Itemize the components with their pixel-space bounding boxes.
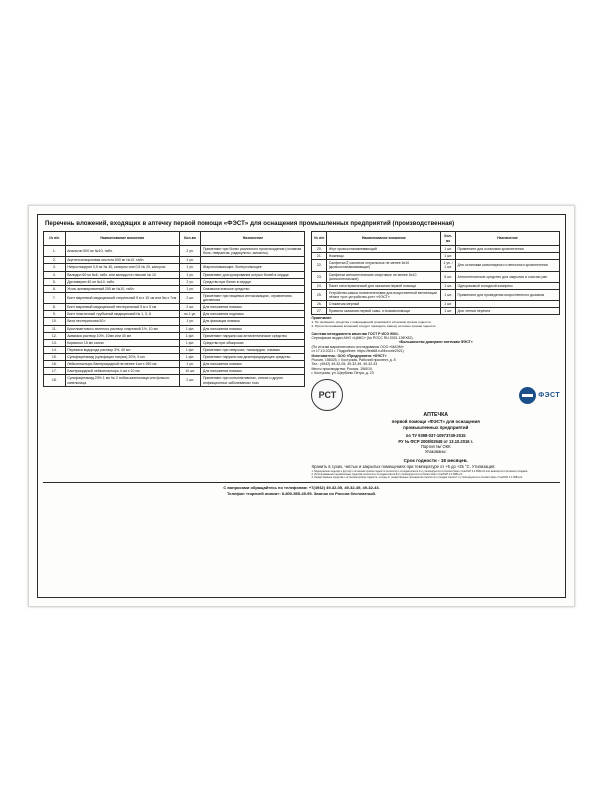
table-row: [44, 346, 305, 353]
row-name: Стаканчик мерный: [327, 301, 441, 308]
row-purpose: [201, 257, 305, 264]
row-qty: 2 шт.: [179, 375, 201, 386]
row-purpose: Применяют наружно как антисептическое средство: [201, 332, 305, 339]
row-purpose: Применяют наружно как дезинфицирующее средство: [201, 354, 305, 361]
product-line-1: АПТЕЧКА: [423, 412, 449, 419]
row-name: Вата нестерильная 50 г: [65, 318, 179, 325]
table-row: [44, 285, 305, 292]
row-name: Нитроглицерин 0,5 мг № 40, капсулы или 0,5 № 20, капсулы: [65, 264, 179, 271]
footnote-item: 2. Использованные перевязочные средства относятся к отходам класса Б и утилизируются в соответствии с СанПиН 2.1.3684-21.: [311, 472, 463, 476]
row-num: 22.: [312, 260, 327, 271]
row-num: 24.: [312, 282, 327, 289]
table-row: [312, 260, 560, 271]
trust-claim-line: «Большинство доверяют аптечкам ФЭСТ»: [398, 340, 473, 345]
row-purpose: Для наложения повязок: [201, 304, 305, 311]
row-qty: 1 уп.: [179, 264, 201, 271]
row-qty: 1 уп.: [179, 361, 201, 368]
certificate-line: Сертификат выдан АНО «ЦМКС» (№ РОСС RU.0001.13ФХ82).: [311, 336, 414, 340]
rosstandart-label: РСТ: [318, 390, 337, 401]
left-contents-table: [43, 231, 305, 387]
row-purpose: Для чтения перечня: [456, 308, 560, 315]
fest-logo: [519, 387, 560, 404]
row-qty: 1 уп.: [179, 285, 201, 292]
row-num: 14.: [44, 346, 66, 353]
row-qty: 2 уп.: [179, 246, 201, 257]
header-qty: Кол-во: [441, 232, 456, 246]
row-name: Аммиака раствор 10%, 10мл или 40 мл: [65, 332, 179, 339]
research-line-1: (По итогам маркетингового исследования ООО «МАЭМ»: [311, 344, 404, 349]
table-row: [312, 282, 560, 289]
table-row: [44, 318, 305, 325]
table-row: [312, 246, 560, 253]
product-line-3: промышленных предприятий: [403, 425, 469, 431]
table-row: [44, 264, 305, 271]
row-num: 17.: [44, 368, 66, 375]
row-num: 13.: [44, 339, 66, 346]
two-column-layout: [43, 231, 560, 479]
row-name: Валидол 60 мг №6, табл. или валидол в глюкозе № 10: [65, 271, 179, 278]
row-num: 15.: [44, 354, 66, 361]
row-num: 5.: [44, 278, 66, 285]
row-qty: 1 шт.: [441, 246, 456, 253]
row-qty: 1 фл.: [179, 325, 201, 332]
contact-bar: [43, 482, 560, 495]
batch-line: Партия №/ ОКК: [420, 443, 451, 449]
row-name: Лейкопластырь бактерицидный не менее 1см х 250 см: [65, 361, 179, 368]
row-qty: 1 уп. / 1 шт.: [441, 260, 456, 271]
row-qty: 1 фл.: [179, 332, 201, 339]
row-name: Сульфацетамид (сульфацил натрия) 20%, 5 мл: [65, 354, 179, 361]
row-qty: 5 шт.: [441, 271, 456, 282]
row-name: Правила оказания первой само- и взаимопомощи: [327, 308, 441, 315]
storage-conditions: Хранить в сухих, чистых и закрытых помещениях при температуре от +5 до +25 °C. Утилизация:: [311, 463, 496, 469]
header-name: Наименование вложения: [327, 232, 441, 246]
manufacturer-address: Россия, 156025, г. Кострома, Рабочий проспект, д. 8: [311, 357, 396, 362]
row-purpose: Для фиксации повязок: [201, 318, 305, 325]
tu-line: по ТУ 9398-037-10973749-2015: [405, 433, 466, 439]
packed-line: Упакованы:: [424, 449, 447, 455]
row-num: 18.: [44, 375, 66, 386]
row-name: Ножницы: [327, 253, 441, 260]
row-purpose: Применяют при пищевых интоксикациях, отравлениях, диспепсии: [201, 292, 305, 303]
row-num: 20.: [312, 246, 327, 253]
row-name: Уголь активированный 250 мг №10, табл.: [65, 285, 179, 292]
row-name: Бриллиантового зеленого раствор спиртовой 1%, 10 мл: [65, 325, 179, 332]
research-line-2: от 17.10.2021 г. Подробнее: https://fest68.ru/Movorie2021): [311, 349, 404, 354]
row-num: 10.: [44, 318, 66, 325]
logo-row: [311, 379, 560, 411]
contact-phones: С вопросами обращайтесь по телефонам: +7(4942) 49-32-05, 49-32-49, 49-32-43.: [223, 485, 380, 491]
header-num: № п/п: [44, 232, 66, 246]
header-purpose: Назначение: [456, 232, 560, 246]
table-row: [44, 339, 305, 346]
notes-title: Примечание:: [311, 316, 333, 321]
row-qty: 2 шт.: [179, 304, 201, 311]
header-purpose: Назначение: [201, 232, 305, 246]
production-site-line-2: г. Кострома, ул. Щербины Петра, д. 23: [311, 371, 374, 375]
row-num: 9.: [44, 311, 66, 318]
row-name: Устройство-маска полиэтиленовая для искусственной вентиляции лёгких «рот-устройство-рот» «ФЭСТ»: [327, 289, 441, 300]
table-row: [44, 278, 305, 285]
row-purpose: Для наложения повязок: [201, 361, 305, 368]
registration-block: [311, 433, 560, 454]
footnote-item: 1. Медицинские изделия и футляр с истекшим сроком годности относятся к отходам класса А и утилизируются в соответствии с СанПиН 2.1.3684-21 или вывозятся в бытовом отходами.: [311, 469, 528, 473]
row-num: 25.: [312, 289, 327, 300]
table-row: [44, 292, 305, 303]
row-qty: 1 уп.: [179, 271, 201, 278]
row-name: Бинт марлевый медицинский стерильный 5 м х 10 см или 5м х 7см: [65, 292, 179, 303]
rosstandart-icon: [311, 379, 343, 411]
left-column: [43, 231, 305, 387]
row-name: Салфетки或 изолятов стерильные не менее 6х10 (кровоостанавливающие): [327, 260, 441, 271]
product-line-2: первой помощи «ФЭСТ» для оснащения: [391, 419, 480, 425]
row-name: Бинт марлевый медицинский нестерильный 5 м х 5 см: [65, 304, 179, 311]
right-column: [311, 231, 560, 479]
row-purpose: Для наложения повязок: [201, 368, 305, 375]
table-row: [44, 361, 305, 368]
row-num: 8.: [44, 304, 66, 311]
row-purpose: Одноразовый холодный компресс: [456, 282, 560, 289]
row-num: 3.: [44, 264, 66, 271]
ru-line: РУ № ФСР 2008/02948 от 13.10.2016 г.: [398, 438, 474, 444]
row-purpose: Средство при болях в сердце: [201, 278, 305, 285]
row-num: 16.: [44, 361, 66, 368]
row-qty: по 1 уп.: [179, 311, 201, 318]
header-qty: Кол-во: [179, 232, 201, 246]
row-name: Салфетки антисептические спиртовые не менее 6х10 (антисептические): [327, 271, 441, 282]
page-title: Перечень вложений, входящих в аптечку первой помощи «ФЭСТ» для оснащения промышленных предприятий (производственная): [45, 220, 455, 227]
row-qty: 1 шт.: [441, 301, 456, 308]
header-num: № п/п: [312, 232, 327, 246]
right-contents-table: [311, 231, 560, 315]
header-name: Наименование вложения: [65, 232, 179, 246]
row-qty: 2 шт.: [179, 292, 201, 303]
row-num: 4.: [44, 271, 66, 278]
note-item: 1. Не применять средства с повреждённой упаковкой и истекшим сроком годности.: [311, 320, 432, 325]
row-purpose: Спазмолитическое средство: [201, 285, 305, 292]
row-name: Бактерицидный лейкопластырь 4 см х 10 см: [65, 368, 179, 375]
row-name: Ацетилсалициловая кислота 500 мг №10, табл.: [65, 257, 179, 264]
fest-mark-icon: [519, 387, 536, 404]
row-num: 12.: [44, 332, 66, 339]
footnotes-block: [311, 471, 560, 480]
right-table-body: [312, 246, 560, 315]
row-qty: 1 уп.: [179, 257, 201, 264]
row-qty: 1 уп.: [179, 318, 201, 325]
table-row: [44, 257, 305, 264]
row-purpose: Применяют при болях различного происхождения (головная боль, невралгия, радикулиты, миозиты).: [201, 246, 305, 257]
table-row: [312, 271, 560, 282]
row-purpose: Антисептическое средство для закрытия и очистки ран: [456, 271, 560, 282]
row-name: Перекиси водорода раствор 3%, 40 мл: [65, 346, 179, 353]
table-row: [44, 332, 305, 339]
left-table-body: [44, 246, 305, 387]
table-row: [312, 253, 560, 260]
row-purpose: Средство при обмороках: [201, 339, 305, 346]
table-row: [44, 246, 305, 257]
manufacturer-phone: Тел.: (4942) 49-32-05, 49-32-49, 49-32-43: [311, 362, 378, 367]
row-qty: 1 фл.: [179, 346, 201, 353]
row-num: 27.: [312, 308, 327, 315]
row-purpose: Применяют для остановки кровотечения: [456, 246, 560, 253]
row-purpose: Применяют для купирования острых болей в сердце: [201, 271, 305, 278]
row-num: 26.: [312, 301, 327, 308]
table-row: [44, 354, 305, 361]
row-qty: 2 уп.: [179, 278, 201, 285]
fest-logo-text: ФЭСТ: [538, 391, 560, 399]
row-name: Анальгин 500 мг №10, табл.: [65, 246, 179, 257]
note-item: 2. При использовании вложений следует проводить замену согласно срокам годности.: [311, 323, 437, 328]
row-qty: 1 фл.: [179, 339, 201, 346]
leaflet-inner-border: [37, 214, 566, 598]
table-row: [44, 325, 305, 332]
row-qty: 1 шт.: [441, 289, 456, 300]
row-purpose: Применяют для проведения искусственного дыхания: [456, 289, 560, 300]
production-site-line-1: Место производства: Россия, 156019,: [311, 366, 373, 371]
table-header-row: [44, 232, 305, 246]
row-qty: 1 фл.: [179, 354, 201, 361]
row-num: 7.: [44, 292, 66, 303]
table-row: [44, 368, 305, 375]
row-num: 1.: [44, 246, 66, 257]
leaflet-sheet: [28, 205, 575, 607]
table-row: [44, 304, 305, 311]
row-name: Бинт эластичный трубчатый медицинский № 1, 3, 6: [65, 311, 179, 318]
row-num: 6.: [44, 285, 66, 292]
row-purpose: Применяют при неврозах, тахикардии, спазмах: [201, 346, 305, 353]
hotline-phone: Телефон «горячей линии»: 8-800-555-45-95. Звонок по России бесплатный.: [227, 490, 376, 496]
notes-block: [311, 317, 560, 328]
row-name: Пакет гипотермический для оказания первой помощи: [327, 282, 441, 289]
table-row: [312, 308, 560, 315]
manufacturer-line: Изготовитель: ООО «Предприятие «ФЭСТ»: [311, 353, 387, 358]
table-row: [312, 289, 560, 300]
row-num: 11.: [44, 325, 66, 332]
row-name: Жгут кровоостанавливающий: [327, 246, 441, 253]
table-row: [44, 311, 305, 318]
row-name: Дротаверин 40 мг №10, табл.: [65, 278, 179, 285]
system-info-block: [311, 332, 560, 376]
row-qty: 1 шт.: [441, 282, 456, 289]
row-purpose: Жаропонижающее, болеутоляющее: [201, 264, 305, 271]
row-qty: 1 шт.: [441, 308, 456, 315]
footnote-item: 3. Лекарственные средства с истекшим сроком годности, отходы от лекарственных препаратов относятся к отходам класса Г и утилизируются в соответствии с СанПиН 2.1.3684-21.: [311, 475, 523, 479]
row-qty: 1 шт.: [441, 253, 456, 260]
row-qty: 10 шт.: [179, 368, 201, 375]
row-name: Корвалол 15 мл капли: [65, 339, 179, 346]
quality-system-line: Система менеджмента качества ГОСТ Р ИСО 9001.: [311, 331, 399, 336]
shelf-life: Срок годности - 18 месяцев.: [403, 457, 468, 463]
table-header-row: [312, 232, 560, 246]
row-purpose: Применяют при конъюнктивитах, отеках и других инфекционных заболеваниях глаз: [201, 375, 305, 386]
row-purpose: Для наложения подпязок: [201, 311, 305, 318]
table-row: [312, 301, 560, 308]
row-num: 23.: [312, 271, 327, 282]
row-num: 21.: [312, 253, 327, 260]
row-name: Сульфацетамид 20% 1 мл № 2 тюбик-капельница или флакон-капельница: [65, 375, 179, 386]
table-row: [44, 375, 305, 386]
row-num: 2.: [44, 257, 66, 264]
row-purpose: [456, 301, 560, 308]
row-purpose: Для остановки капиллярного и венозного кровотечения: [456, 260, 560, 271]
row-purpose: Для наложения повязок: [201, 325, 305, 332]
product-name-block: [311, 412, 560, 431]
table-row: [44, 271, 305, 278]
row-purpose: [456, 253, 560, 260]
